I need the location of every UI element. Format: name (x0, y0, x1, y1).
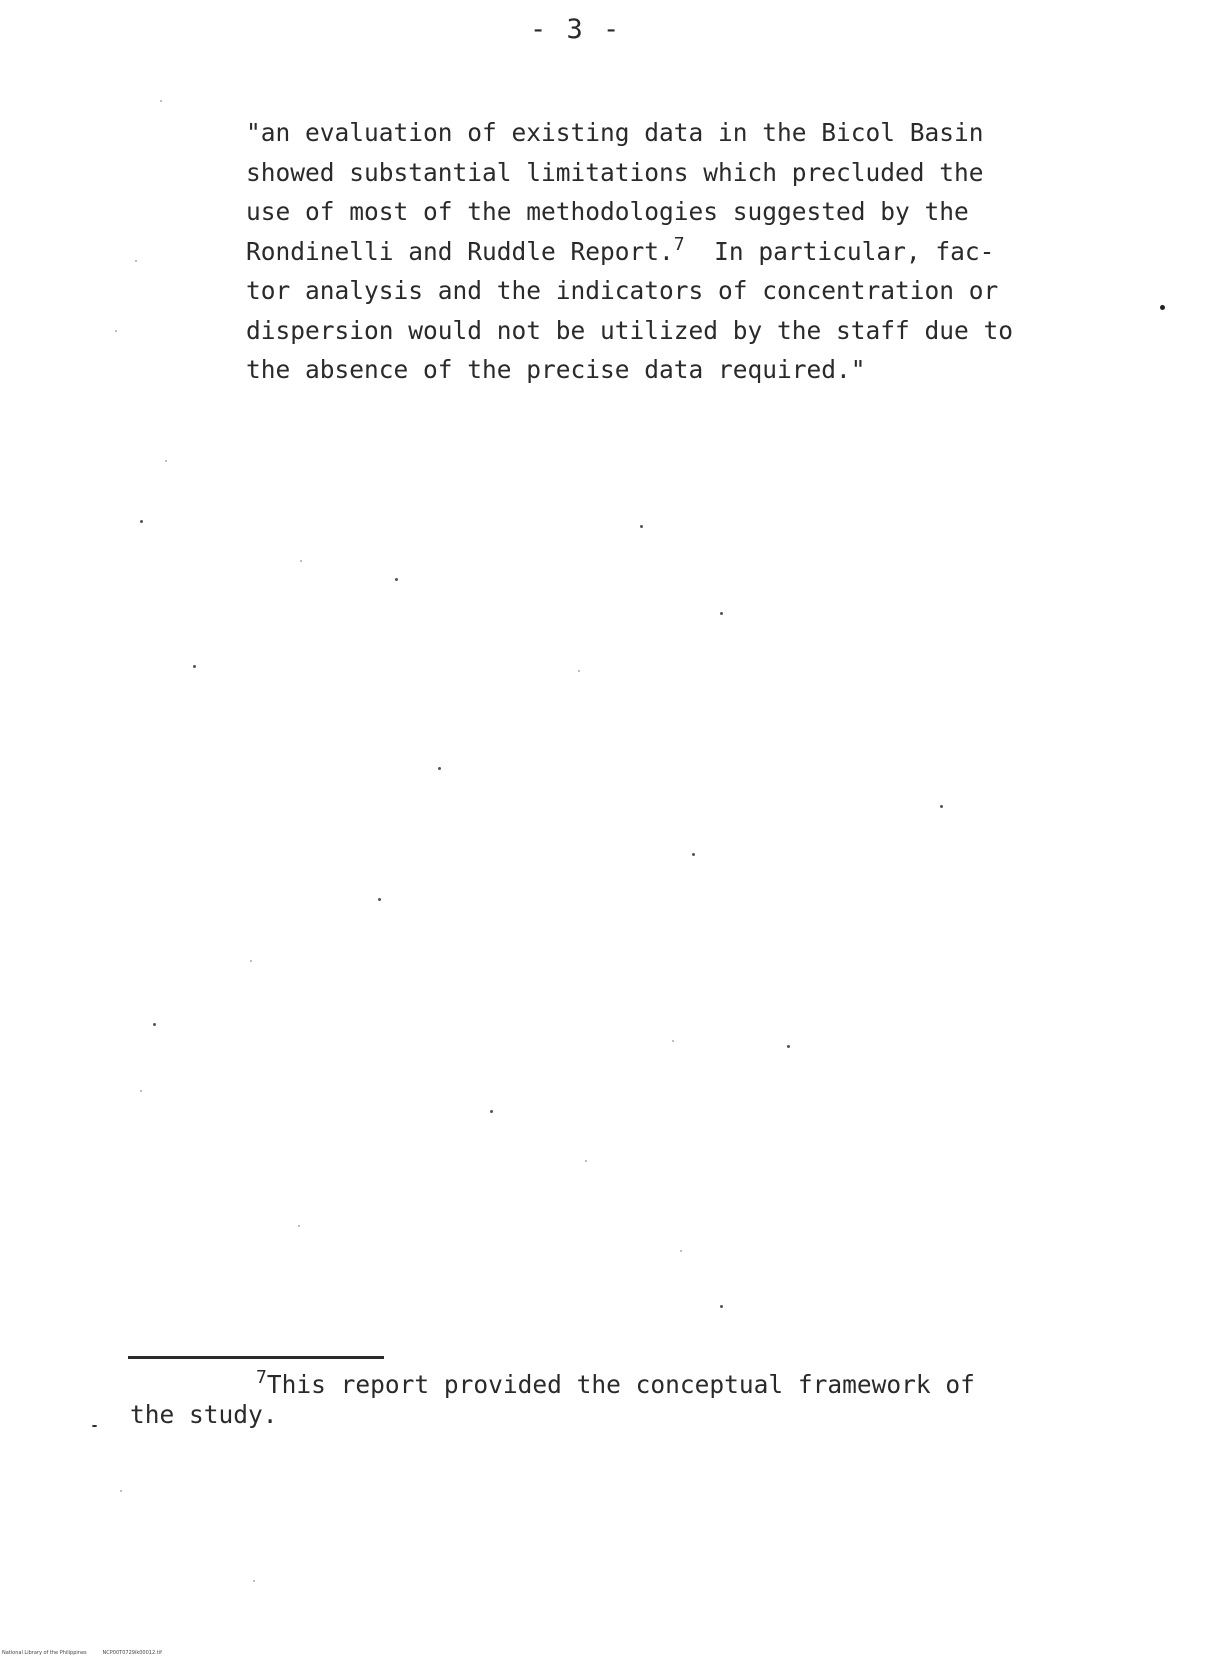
scan-speck (395, 578, 398, 581)
archive-stamp (2, 1650, 162, 1656)
quote-line-text: Rondinelli and Ruddle Report. (246, 236, 674, 266)
quote-line: showed substantial limitations which precluded the (246, 157, 984, 187)
scan-speck (140, 1090, 142, 1092)
quote-line: the absence of the precise data required." (246, 355, 866, 384)
footnote-line (130, 1367, 1080, 1400)
scan-speck (640, 525, 643, 528)
scan-speck (720, 1305, 723, 1308)
quote-line: tor analysis and the indicators of concentration or (246, 276, 999, 305)
scan-speck (165, 460, 167, 462)
scan-speck (680, 1250, 682, 1252)
scan-speck (438, 767, 441, 770)
quoted-paragraph (246, 113, 1106, 390)
scan-speck (115, 330, 117, 332)
scan-speck (692, 853, 695, 856)
footnote-divider (128, 1356, 384, 1359)
footnote (130, 1367, 1080, 1430)
scan-speck (578, 670, 580, 672)
footnote-reference: 7 (673, 233, 685, 255)
scan-speck (1160, 305, 1165, 310)
scan-speck (153, 1023, 156, 1026)
footnote-text: This report provided the conceptual framework of (266, 1370, 975, 1399)
stamp-library: National Library of the Philippines (2, 1650, 87, 1656)
scan-speck (135, 260, 137, 262)
scan-speck (92, 1425, 97, 1427)
footnote-line: the study. (130, 1400, 278, 1429)
quote-line-with-footnote (246, 232, 1106, 272)
scan-speck (585, 1160, 587, 1162)
quote-line-continuation: In particular, fac- (684, 236, 995, 266)
scan-speck (720, 612, 723, 615)
scan-speck (120, 1490, 122, 1492)
scan-speck (140, 520, 143, 523)
scan-speck (672, 1040, 674, 1042)
scan-speck (298, 1225, 300, 1227)
quote-line: dispersion would not be utilized by the staff due to (246, 315, 1014, 345)
scan-speck (250, 960, 252, 962)
quote-line: use of most of the methodologies suggested by the (246, 197, 969, 226)
scan-speck (193, 665, 196, 668)
scan-speck (490, 1110, 493, 1113)
scan-speck (378, 898, 381, 901)
stamp-file-id: NCP00T0729ík00012.tif (102, 1650, 162, 1656)
scan-speck (160, 100, 162, 102)
footnote-marker: 7 (256, 1367, 267, 1388)
quote-line: "an evaluation of existing data in the Bicol Basin (246, 118, 984, 147)
scan-speck (300, 560, 302, 562)
scan-speck (253, 1580, 255, 1582)
scan-speck (940, 805, 943, 808)
scan-speck (787, 1045, 790, 1048)
page-number: - 3 - (530, 14, 622, 45)
